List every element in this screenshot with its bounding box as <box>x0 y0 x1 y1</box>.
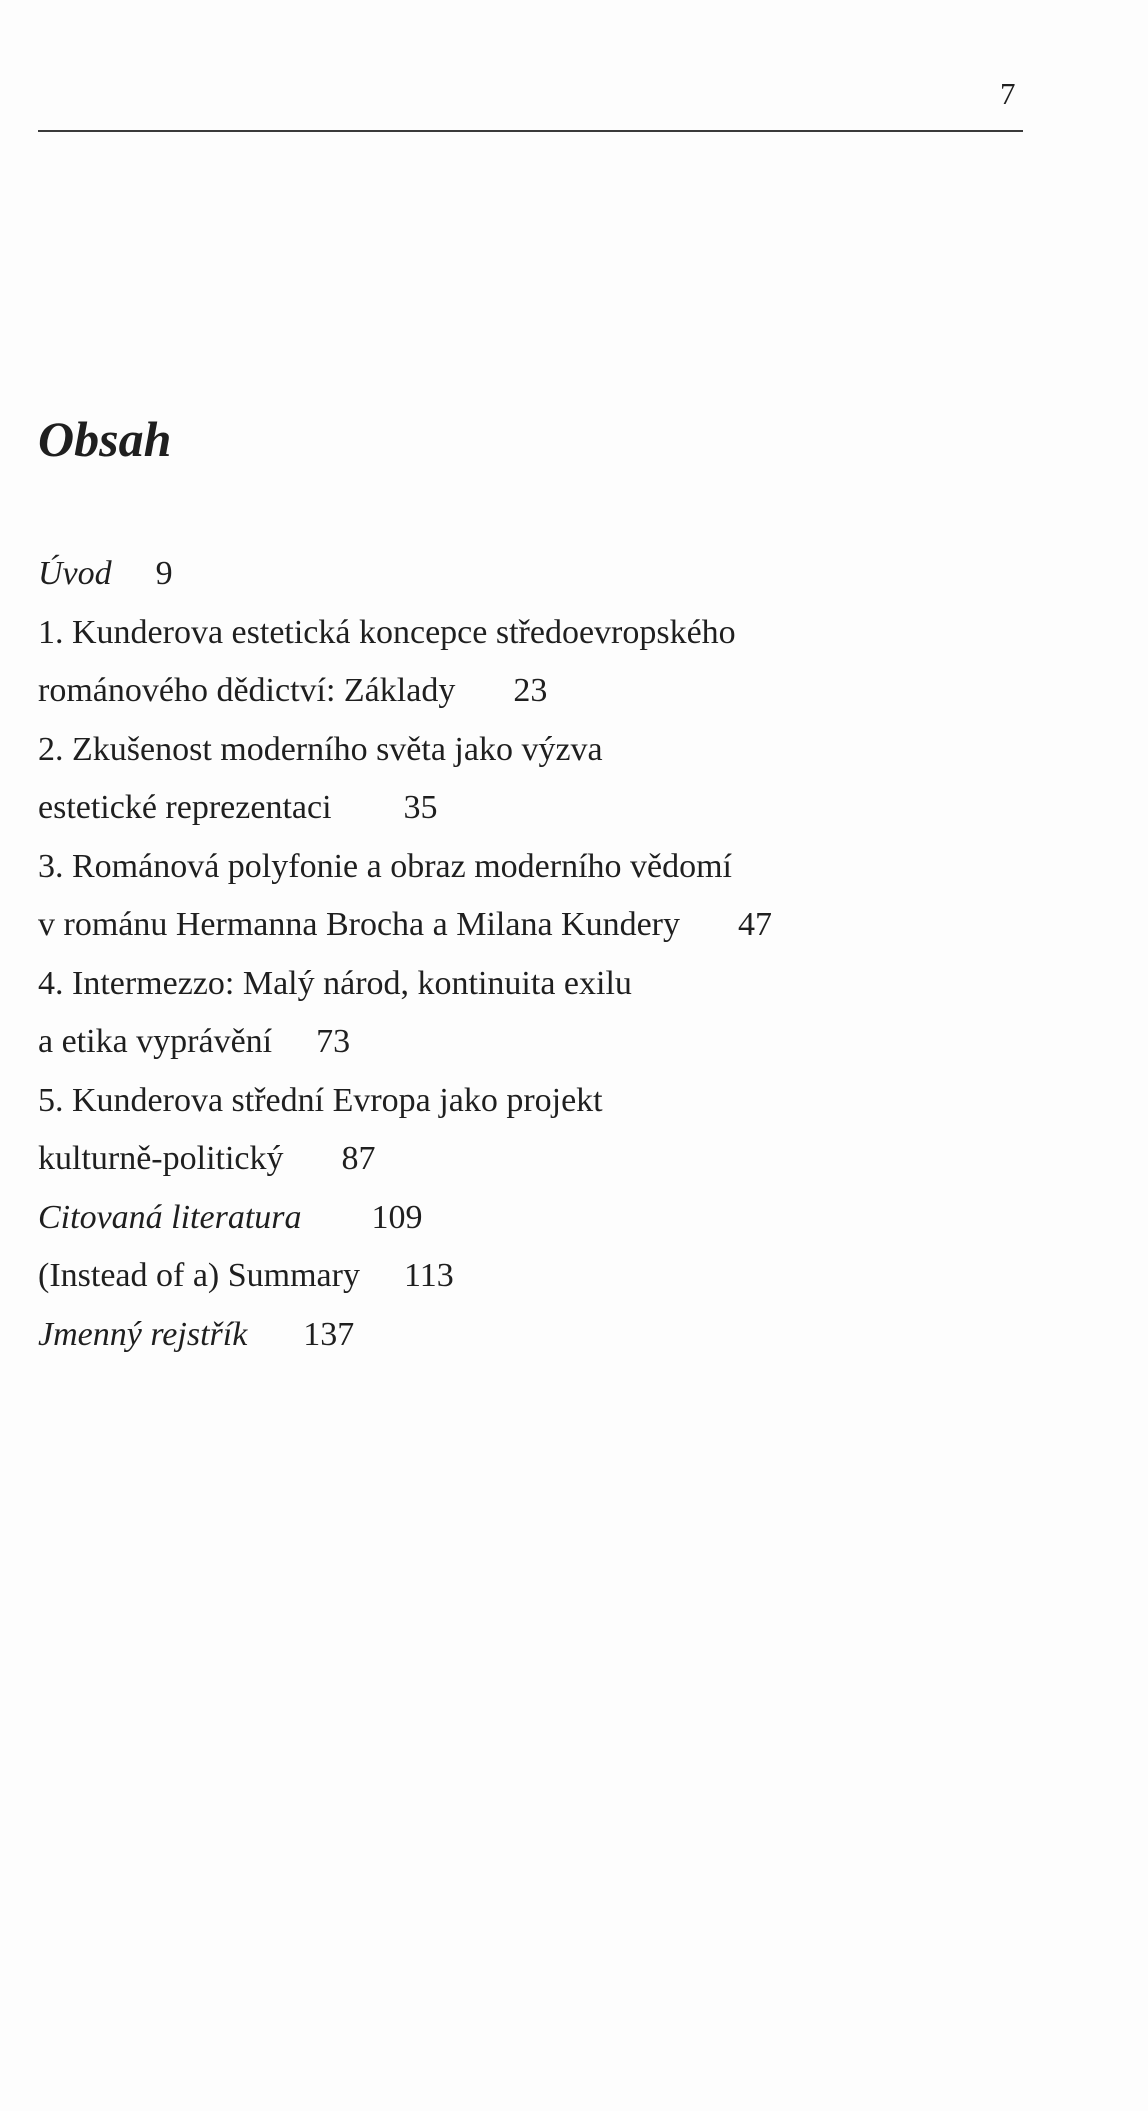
toc-entry-title: estetické reprezentaci <box>38 789 332 826</box>
toc-entry-intro <box>38 545 1038 604</box>
toc-entry-title: a etika vyprávění <box>38 1023 273 1060</box>
header-rule <box>38 130 1023 132</box>
toc-entry-chapter-1-line-1: 1. Kunderova estetická koncepce středoevropského <box>38 613 736 651</box>
toc-entry-title: (Instead of a) Summary <box>38 1257 360 1294</box>
toc-entry-title: Citovaná literatura <box>38 1198 302 1236</box>
toc-entry-chapter-2-line-1: 2. Zkušenost moderního světa jako výzva <box>38 730 603 768</box>
toc-entry-bibliography <box>38 1189 1038 1248</box>
toc-entry-page: 47 <box>738 906 772 943</box>
toc-entry-chapter-4-line-2 <box>38 1013 1038 1072</box>
toc-entry-index <box>38 1306 1038 1365</box>
toc-entry-chapter-1-line-2 <box>38 662 1038 721</box>
toc-entry-page: 87 <box>341 1140 376 1177</box>
toc-entry-summary <box>38 1247 1038 1306</box>
toc-entry-chapter-2-line-2 <box>38 779 1038 838</box>
toc-entry-page: 9 <box>155 555 173 592</box>
toc-entry-chapter-3-line-1: 3. Románová polyfonie a obraz moderního vědomí <box>38 847 732 885</box>
page-number: 7 <box>1000 76 1016 111</box>
toc-entry-chapter-3-line-2 <box>38 896 1038 955</box>
toc-entry-page: 35 <box>403 789 438 826</box>
toc-entry-title: Jmenný rejstřík <box>38 1315 248 1353</box>
table-of-contents <box>38 545 1038 1364</box>
toc-entry-page: 109 <box>371 1198 423 1236</box>
toc-entry-chapter-5-line-2 <box>38 1130 1038 1189</box>
toc-entry-title: románového dědictví: Základy <box>38 672 456 709</box>
toc-entry-page: 73 <box>316 1023 351 1060</box>
toc-entry-chapter-5-line-1: 5. Kunderova střední Evropa jako projekt <box>38 1081 603 1119</box>
toc-entry-page: 137 <box>303 1315 355 1353</box>
page-title: Obsah <box>38 411 172 467</box>
toc-entry-title: v románu Hermanna Brocha a Milana Kundery <box>38 906 680 943</box>
toc-entry-title: kulturně-politický <box>38 1140 284 1177</box>
toc-entry-page: 23 <box>513 672 548 709</box>
toc-entry-title: Úvod <box>38 555 112 592</box>
toc-entry-page: 113 <box>403 1257 454 1294</box>
toc-entry-chapter-4-line-1: 4. Intermezzo: Malý národ, kontinuita exilu <box>38 964 632 1002</box>
